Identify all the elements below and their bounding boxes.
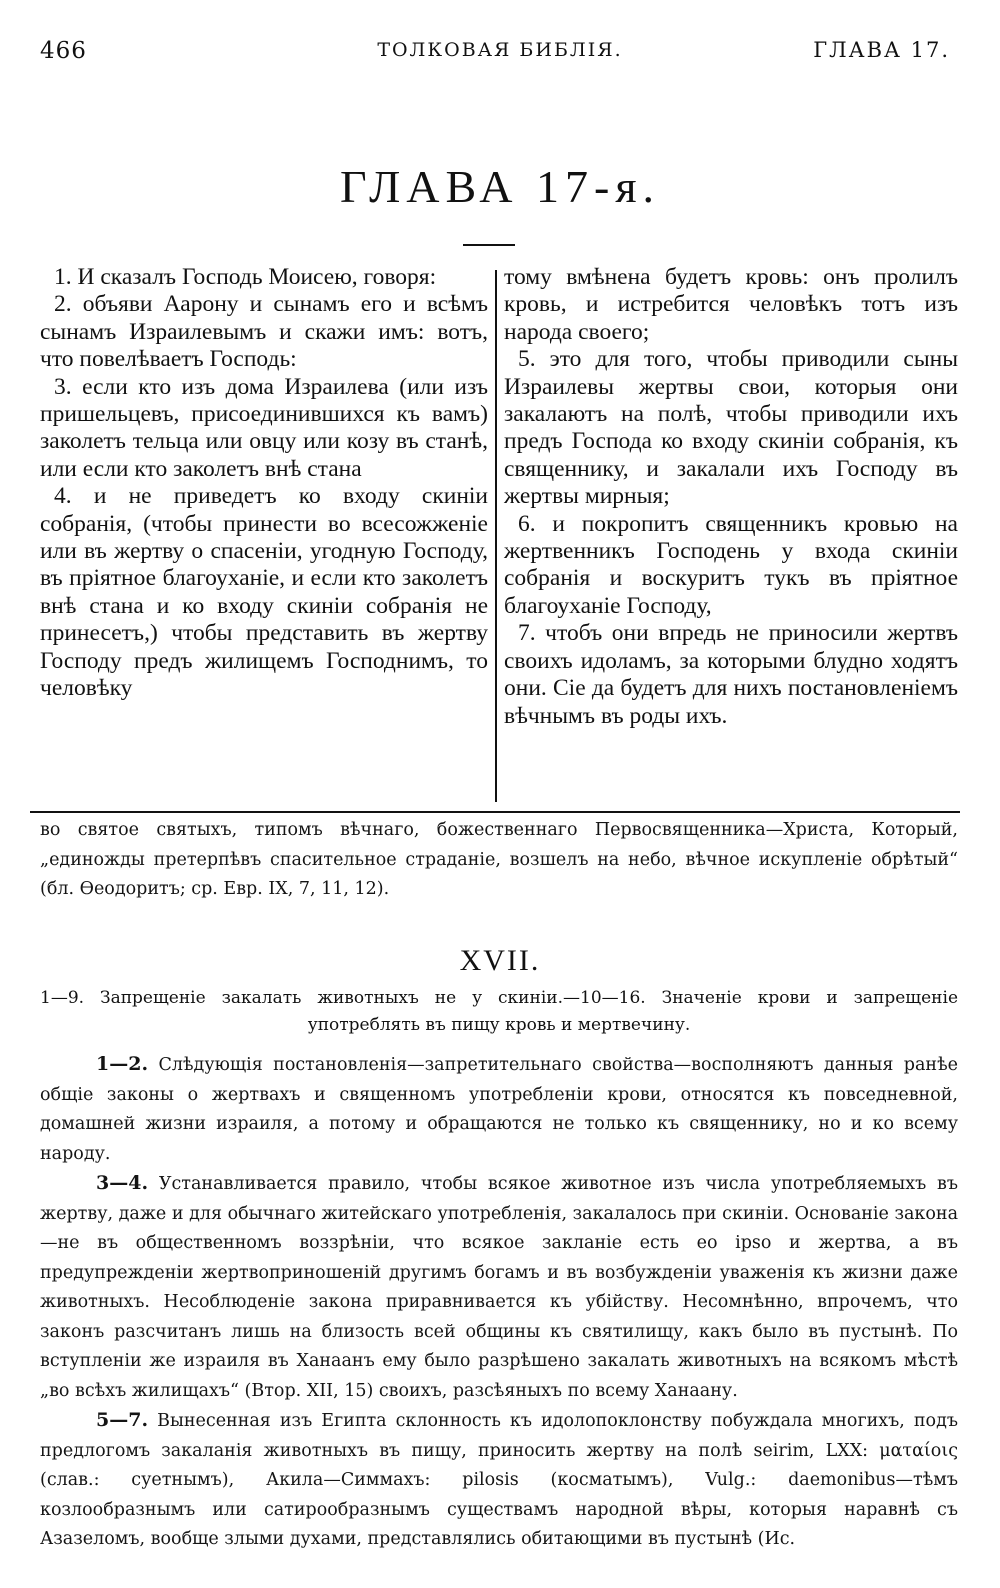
verse-4-continued: тому вмѣнена будетъ кровь: онъ пролилъ кровь, и истребится человѣкъ тотъ изъ народа своего; <box>504 264 958 345</box>
scripture-right-column <box>504 264 958 730</box>
book-title: ТОЛКОВАЯ БИБЛІЯ. <box>377 39 623 61</box>
commentary-paragraph <box>40 1050 958 1169</box>
running-header <box>40 38 960 74</box>
verse-ref: 3—4. <box>96 1172 149 1194</box>
commentary-continued <box>40 816 958 905</box>
scripture-columns <box>40 264 958 810</box>
section-summary: 1—9. Запрещеніе закалать животныхъ не у скиніи.—10—16. Значеніе крови и запрещеніе употреблять въ пищу кровь и мертвечину. <box>40 988 958 1035</box>
verse-3: 3. если кто изъ дома Израилева (или изъ пришельцевъ, присоединившихся къ вамъ) заколетъ тельца или овцу или козу въ станѣ, или если кто заколетъ внѣ стана <box>40 373 488 482</box>
verse-ref: 5—7. <box>96 1409 149 1431</box>
verse-1: 1. И сказалъ Господь Моисею, говоря: <box>54 264 437 290</box>
title-rule <box>463 244 515 246</box>
commentary-text: Вынесенная изъ Египта склонность къ идолопоклонству побуждала многихъ, подъ предлогомъ закаланія животныхъ въ пищу, приносить жертву на полѣ seirim, LXX: ματαίοις (слав.: суетнымъ), Акила—Симмахъ: pilosis (косматымъ), Vulg.: daemonibus—тѣмъ козлообразнымъ или сатирообразнымъ существамъ народной вѣры, которыя наравнѣ съ Азазеломъ, вообще злыми духами, представлялись обитающими въ пустынѣ (Ис. <box>40 1411 958 1549</box>
verse-4: 4. и не приведетъ ко входу скиніи собранія, (чтобы принести во всесожженіе или въ жертву о спасеніи, угодную Господу, въ пріятное благоуханіе, и если кто заколетъ внѣ стана и ко входу скиніи собранія не принесетъ,) чтобы представить въ жертву Господу предъ жилищемъ Господнимъ, то человѣку <box>40 483 488 702</box>
chapter-title: ГЛАВА 17-я. <box>339 161 661 212</box>
verse-2: 2. объяви Аарону и сынамъ его и всѣмъ сынамъ Израилевымъ и скажи имъ: вотъ, что повелѣваетъ Господь: <box>40 291 488 373</box>
commentary-continued-text: во святое святыхъ, типомъ вѣчнаго, божественнаго Первосвященника—Христа, Который, „единожды претерпѣвъ спасительное страданіе, возшелъ на небо, вѣчное искупленіе обрѣтый“ (бл. Ѳеодоритъ; ср. Евр. IX, 7, 11, 12). <box>40 820 958 899</box>
commentary <box>40 1050 958 1555</box>
verse-7: 7. чтобъ они впредь не приносили жертвъ своихъ идоламъ, за которыми блудно ходятъ они. Сіе да будетъ для нихъ постановленіемъ вѣчнымъ въ роды ихъ. <box>504 620 958 729</box>
column-divider <box>495 270 497 802</box>
commentary-paragraph <box>40 1169 958 1406</box>
verse-5: 5. это для того, чтобы приводили сыны Израилевы жертвы свои, которыя они закалаютъ на полѣ, чтобы приводили ихъ предъ Господа ко входу скиніи собранія, къ священнику, и закалали ихъ Господу въ жертвы мирныя; <box>504 346 958 510</box>
scripture-left-column <box>40 264 488 703</box>
page-number: 466 <box>40 38 87 64</box>
chapter-label: ГЛАВА 17. <box>813 38 950 62</box>
commentary-paragraph <box>40 1406 958 1555</box>
section-number: XVII. <box>459 944 541 977</box>
verse-ref: 1—2. <box>96 1053 149 1075</box>
commentary-text: Слѣдующія постановленія—запретительнаго свойства—восполняютъ данныя ранѣе общіе законы о жертвахъ и священномъ употребленіи крови, относятся къ повседневной, домашней жизни израиля, а потому и обращаются не только къ священнику, но и ко всему народу. <box>40 1055 958 1164</box>
verse-6: 6. и покропитъ священникъ кровью на жертвенникъ Господень у входа скиніи собранія и воскуритъ тукъ въ пріятное благоуханіе Господу, <box>504 510 958 619</box>
commentary-text: Устанавливается правило, чтобы всякое животное изъ числа употребляемыхъ въ жертву, даже и для обычнаго житейскаго употребленія, закалалось при скиніи. Основаніе закона—не въ общественномъ воззрѣніи, что всякое закланіе есть eo ipso и жертва, а въ предупрежденіи жертвоприношеній другимъ богамъ и въ возбужденіи уваженія къ жизни даже животныхъ. Несоблюденіе закона приравнивается къ убійству. Несомнѣнно, впрочемъ, что законъ разсчитанъ лишь на близость всей общины къ святилищу, какъ было въ пустынѣ. По вступленіи же израиля въ Ханаанъ ему было разрѣшено закалать животныхъ на всякомъ мѣстѣ „во всѣхъ жилищахъ“ (Втор. XII, 15) своихъ, разсѣяныхъ по всему Ханаану. <box>40 1174 958 1401</box>
scripture-bottom-rule <box>30 811 960 813</box>
